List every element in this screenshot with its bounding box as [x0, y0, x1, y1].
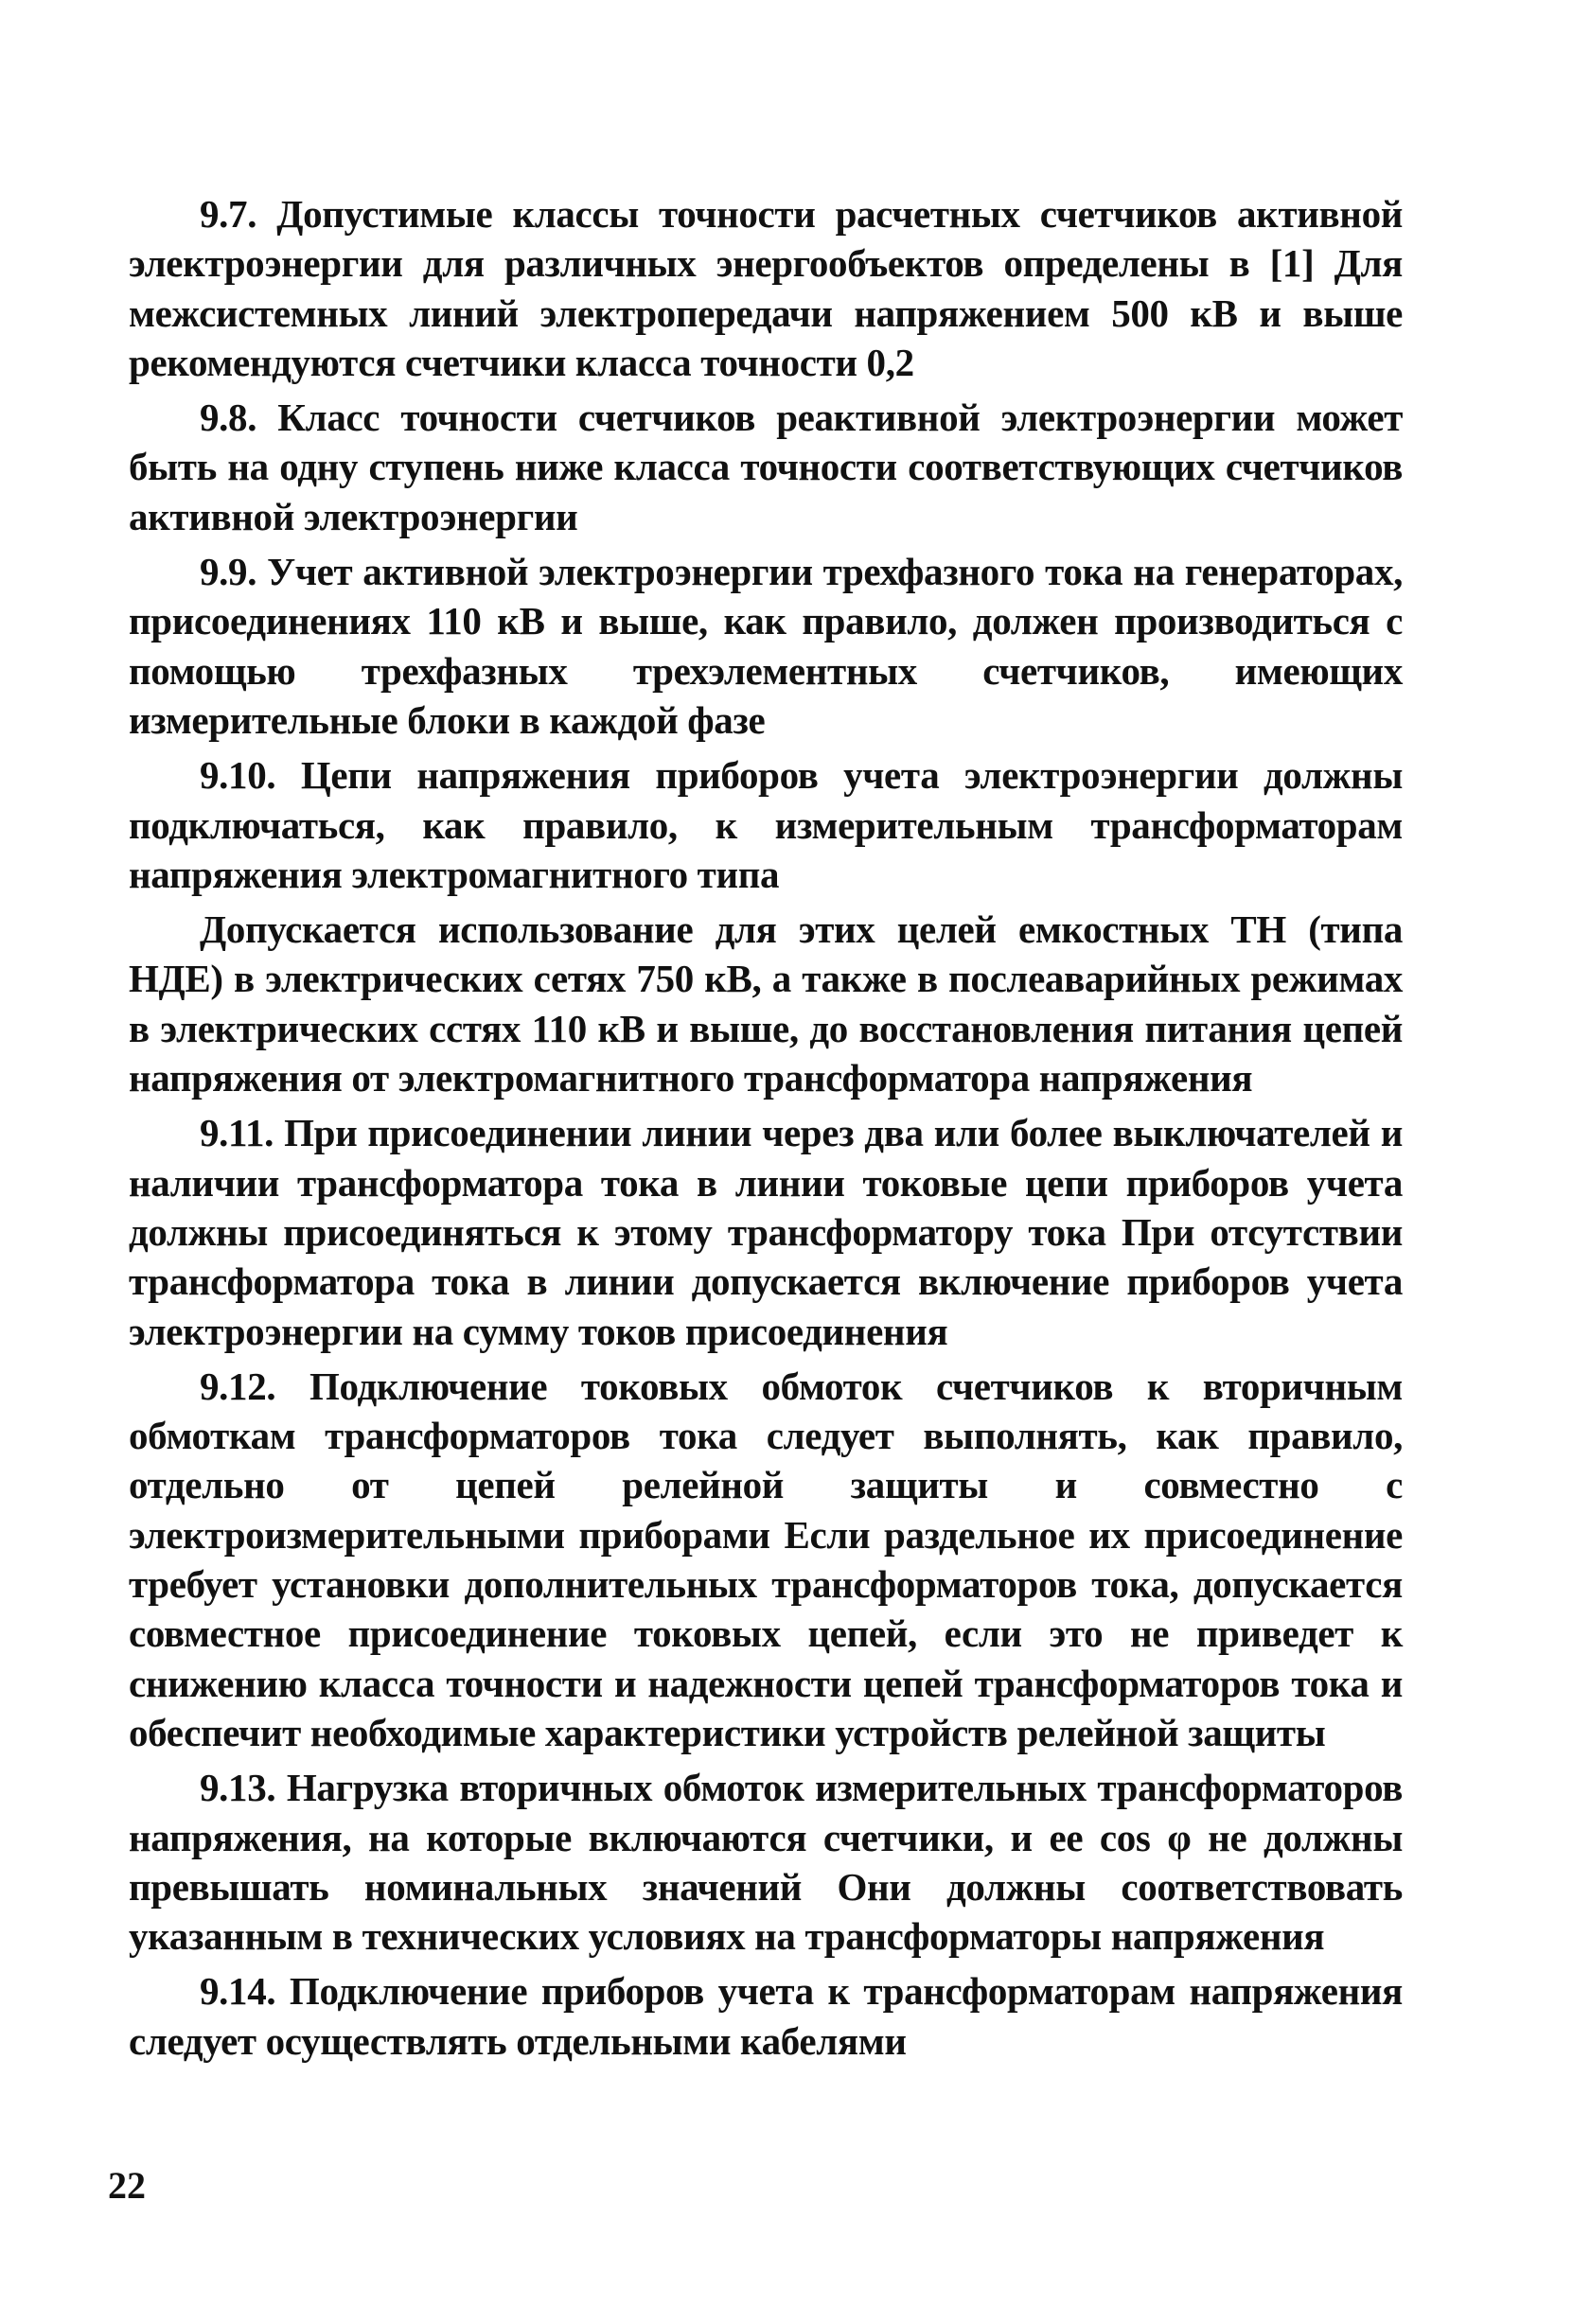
paragraph-9-11 — [129, 1108, 1403, 1355]
paragraph-number: 9.13. — [200, 1766, 276, 1810]
paragraph-text: Учет активной электроэнергии трехфазного тока на генераторах, присоединениях 110 кВ и выше, как правило, должен производиться с помощью трехфазных трехэлементных счетчиков, имеющих измерительные блоки в каждой фазе — [129, 550, 1403, 742]
paragraph-number: 9.7. — [200, 192, 257, 236]
paragraph-9-7 — [129, 189, 1403, 387]
paragraph-number: 9.8. — [200, 396, 257, 440]
paragraph-number: 9.14. — [200, 1969, 276, 2014]
paragraph-text: Подключение токовых обмоток счетчиков к вторичным обмоткам трансформаторов тока следует выполнять, как правило, отдельно от цепей релейной защиты и совместно с электроизмерительными приборами Если раздельное их присоединение требует установки дополнительных трансформаторов тока, допускается совместное присоединение токовых цепей, если это не приведет к снижению класса точности и надежности цепей трансформаторов тока и обеспечит необходимые характеристики устройств релейной защиты — [129, 1364, 1403, 1754]
paragraph-text: Допускается использование для этих целей емкостных ТН (типа НДЕ) в электрических сетях 750 кВ, а также в послеаварийных режимах в электрических сстях 110 кВ и выше, до восстановления питания цепей напряжения от электромагнитного трансформатора напряжения — [129, 907, 1403, 1100]
paragraph-9-12 — [129, 1362, 1403, 1757]
paragraph-number: 9.9. — [200, 550, 257, 594]
paragraph-text: Класс точности счетчиков реактивной электроэнергии может быть на одну ступень ниже класса точности соответствующих счетчиков активной электроэнергии — [129, 396, 1404, 538]
paragraph-text: Нагрузка вторичных обмоток измерительных трансформаторов напряжения, на которые включаются счетчики, и ее cos φ не должны превышать номинальных значений Они должны соответствовать указанным в технических условиях на трансформаторы напряжения — [129, 1766, 1404, 1959]
document-body — [129, 189, 1403, 2066]
paragraph-number: 9.10. — [200, 753, 276, 798]
paragraph-number: 9.11. — [200, 1111, 274, 1155]
paragraph-9-10 — [129, 750, 1403, 899]
paragraph-text: При присоединении линии через два или более выключателей и наличии трансформатора тока в линии токовые цепи приборов учета должны присоединяться к этому трансформатору тока При отсутствии трансформатора тока в линии допускается включение приборов учета электроэнергии на сумму токов присоединения — [129, 1111, 1404, 1353]
paragraph-9-10-continued — [129, 905, 1403, 1102]
paragraph-9-14 — [129, 1966, 1403, 2066]
paragraph-9-8 — [129, 393, 1403, 541]
paragraph-text: Подключение приборов учета к трансформаторам напряжения следует осуществлять отдельными кабелями — [129, 1969, 1403, 2063]
page-number: 22 — [108, 2164, 146, 2207]
paragraph-number: 9.12. — [200, 1364, 276, 1408]
paragraph-9-9 — [129, 547, 1403, 745]
paragraph-text: Допустимые классы точности расчетных счетчиков активной электроэнергии для различных энергообъектов определены в [1] Для межсистемных линий электропередачи напряжением 500 кВ и выше рекомендуются счетчики класса точности 0,2 — [129, 192, 1403, 384]
paragraph-text: Цепи напряжения приборов учета электроэнергии должны подключаться, как правило, к измерительным трансформаторам напряжения электромагнитного типа — [129, 753, 1403, 896]
paragraph-9-13 — [129, 1763, 1403, 1961]
